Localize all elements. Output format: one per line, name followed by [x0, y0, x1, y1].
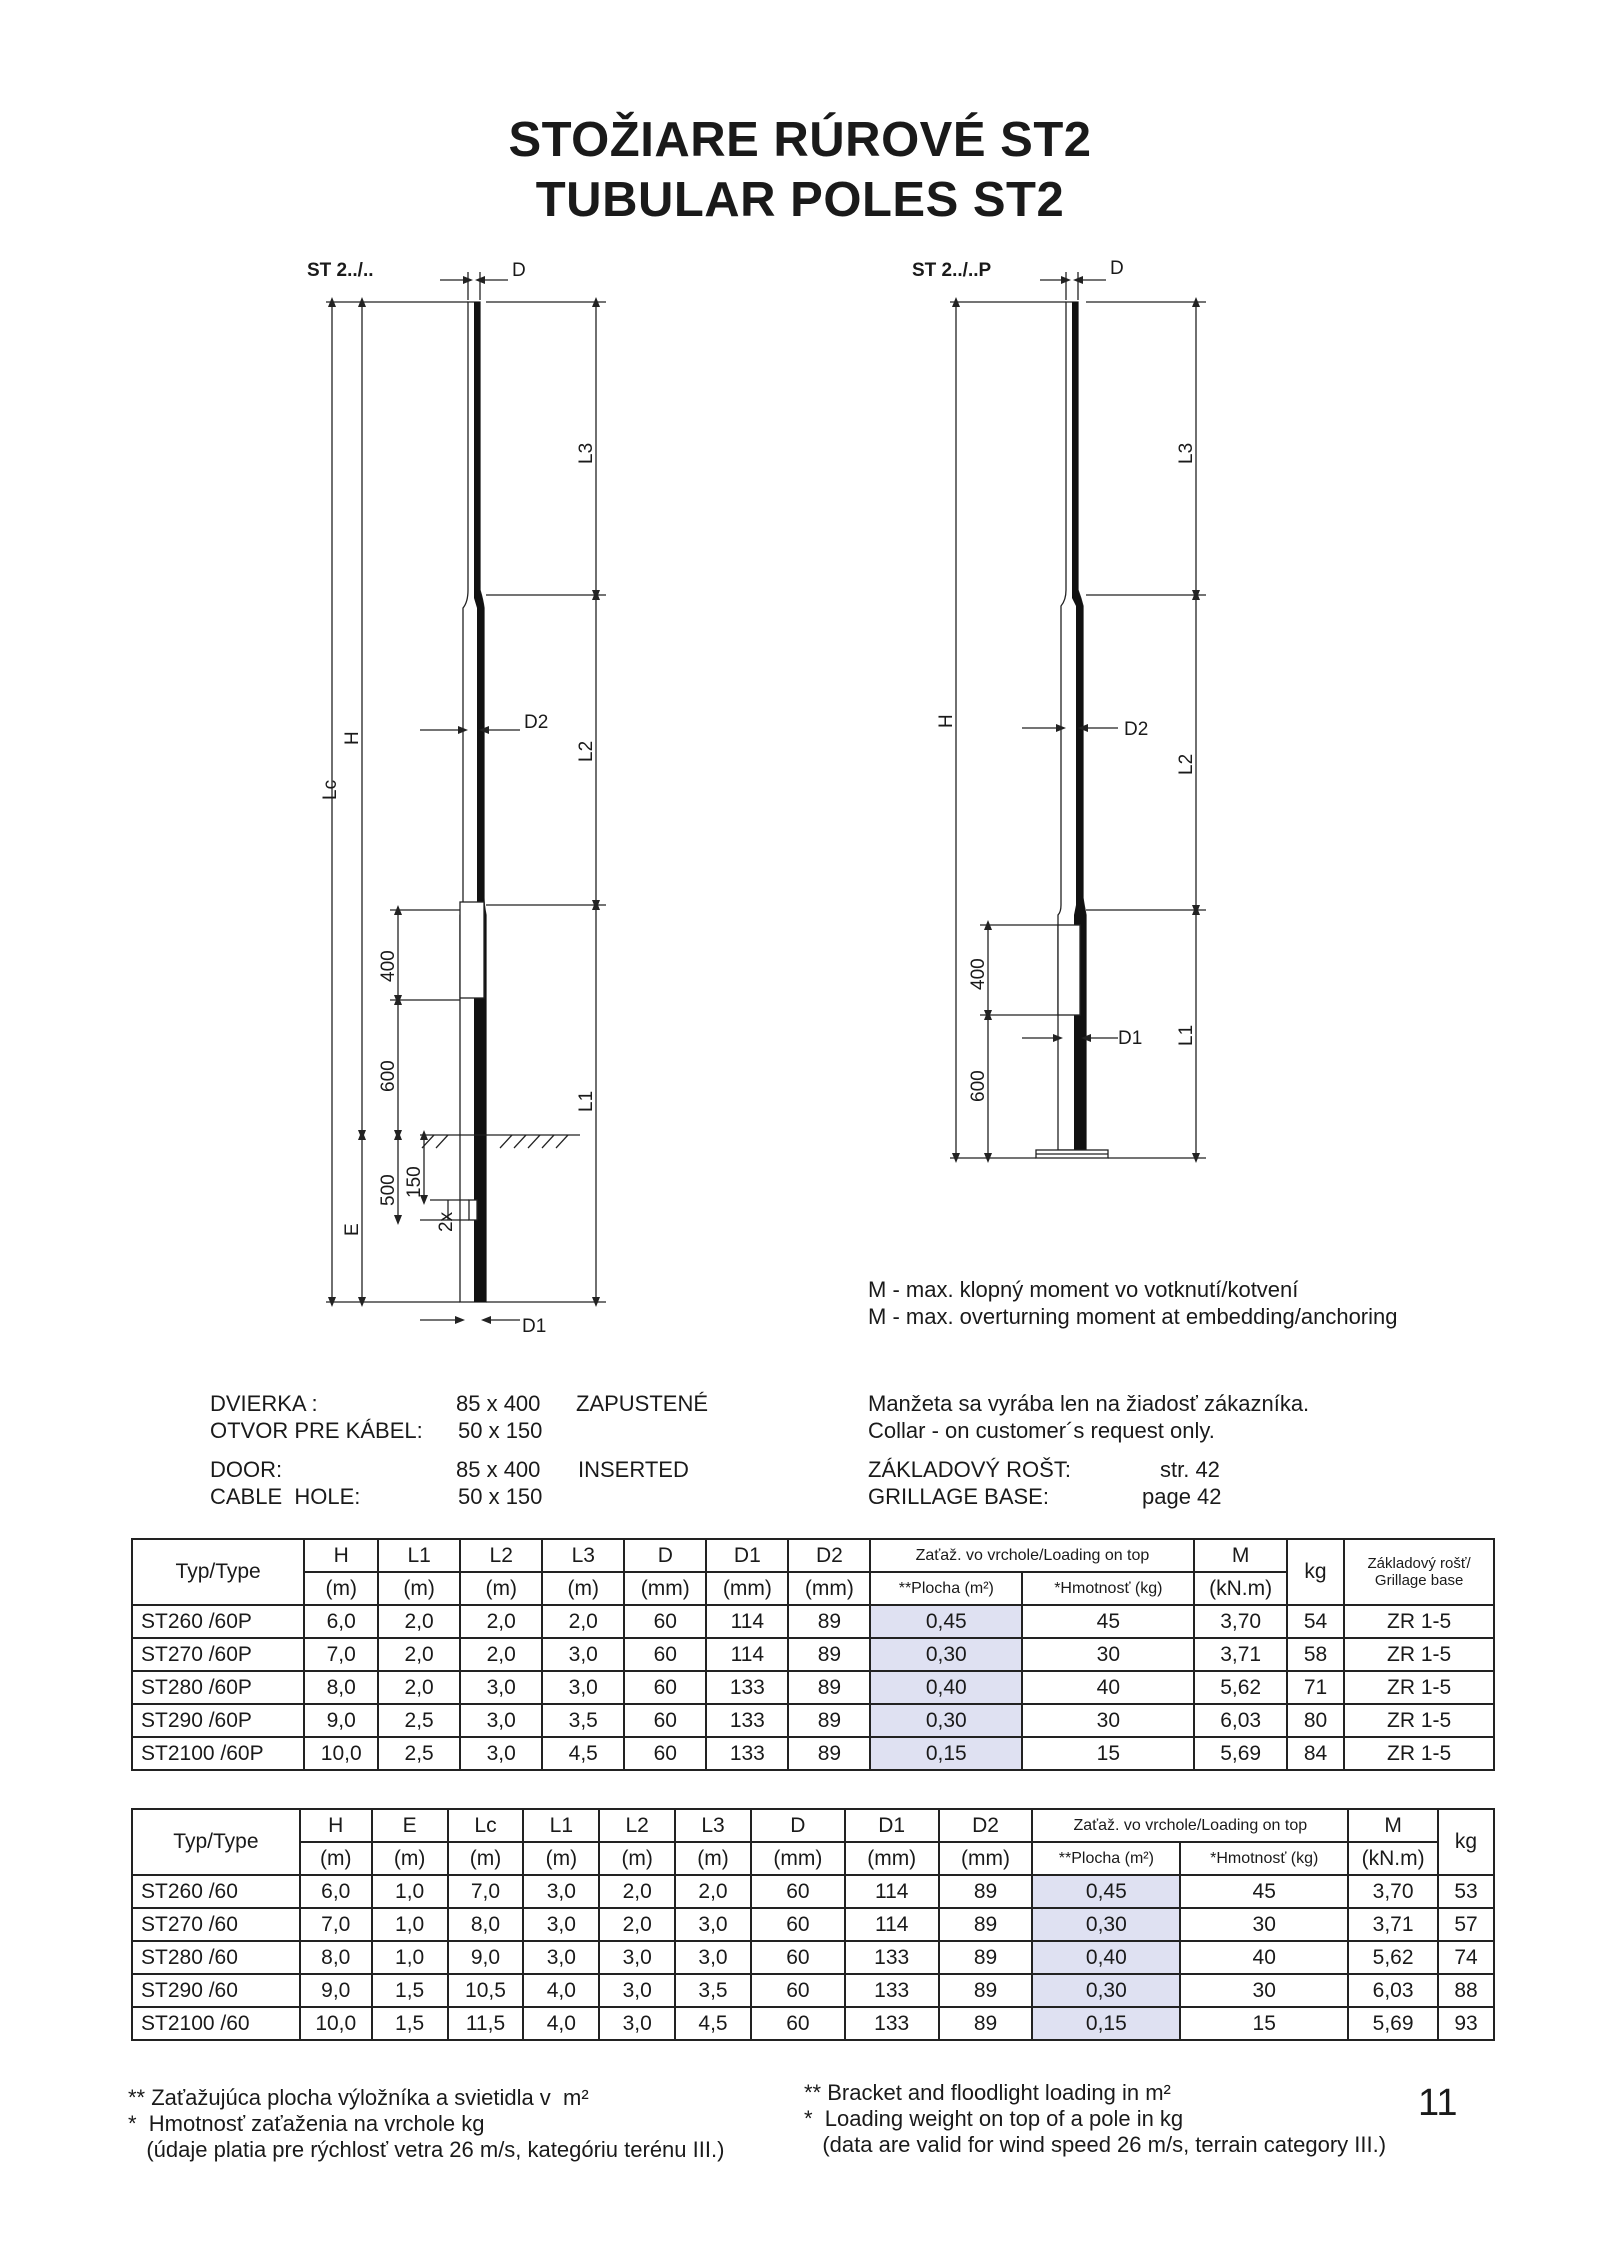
spec-table-standard [131, 1808, 1495, 2041]
cell-d: 60 [624, 1671, 706, 1704]
cell-type: ST290 /60P [132, 1704, 304, 1737]
table-row [132, 1875, 1494, 1908]
cell-l3: 3,0 [542, 1671, 624, 1704]
unit-d1: (mm) [706, 1572, 788, 1605]
cell-h: 9,0 [304, 1704, 378, 1737]
cell-h: 9,0 [300, 1974, 372, 2007]
cell-l3: 4,5 [542, 1737, 624, 1770]
table-row [132, 1671, 1494, 1704]
cell-kg: 80 [1287, 1704, 1344, 1737]
cell-d2: 89 [939, 1941, 1033, 1974]
cell-l1: 3,0 [523, 1908, 599, 1941]
label-e: E [342, 1223, 363, 1236]
col-d1: D1 [706, 1539, 788, 1572]
cell-e: 1,0 [372, 1908, 448, 1941]
base-value-en: page 42 [1142, 1484, 1222, 1509]
col-l3: L3 [675, 1809, 751, 1842]
cell-d1: 133 [706, 1704, 788, 1737]
cell-d: 60 [751, 1875, 845, 1908]
cell-m: 6,03 [1348, 1974, 1438, 2007]
cell-kg: 54 [1287, 1605, 1344, 1638]
col-d2: D2 [939, 1809, 1033, 1842]
cell-base: ZR 1-5 [1344, 1671, 1494, 1704]
spec-table-p [131, 1538, 1495, 1771]
footnote-en-3: (data are valid for wind speed 26 m/s, terrain category III.) [804, 2132, 1387, 2157]
cell-l1: 4,0 [523, 1974, 599, 2007]
label-400-right: 400 [968, 958, 989, 990]
label-lc: Lc [320, 779, 341, 800]
cell-kg: 74 [1438, 1941, 1494, 1974]
label-d2-left: D2 [524, 712, 549, 733]
base-value-sk: str. 42 [1160, 1457, 1220, 1482]
col-l1: L1 [523, 1809, 599, 1842]
cell-d2: 89 [939, 1908, 1033, 1941]
col-d1: D1 [845, 1809, 939, 1842]
cell-hmotnost: 15 [1180, 2007, 1348, 2040]
cell-m: 5,62 [1348, 1941, 1438, 1974]
footnote-sk-2: * Hmotnosť zaťaženia na vrchole kg [128, 2111, 485, 2136]
cell-base: ZR 1-5 [1344, 1605, 1494, 1638]
cell-plocha: 0,15 [1032, 2007, 1180, 2040]
cell-e: 1,5 [372, 2007, 448, 2040]
table-row [132, 1941, 1494, 1974]
cell-d1: 114 [706, 1605, 788, 1638]
cell-d: 60 [751, 1941, 845, 1974]
col-m: M [1194, 1539, 1286, 1572]
door-label-en: DOOR: [210, 1457, 283, 1482]
label-l3-left: L3 [576, 442, 597, 464]
cell-l2: 3,0 [460, 1671, 542, 1704]
cell-m: 5,62 [1194, 1671, 1286, 1704]
base-label-en: GRILLAGE BASE: [868, 1484, 1049, 1509]
unit-m: (kN.m) [1348, 1842, 1438, 1875]
cell-plocha: 0,45 [1032, 1875, 1180, 1908]
cell-d: 60 [751, 2007, 845, 2040]
cell-l3: 3,5 [542, 1704, 624, 1737]
cell-d2: 89 [939, 1974, 1033, 2007]
cell-type: ST280 /60 [132, 1941, 300, 1974]
col-d: D [624, 1539, 706, 1572]
cell-l2: 3,0 [599, 1974, 675, 2007]
unit-l2: (m) [460, 1572, 542, 1605]
cell-d2: 89 [788, 1671, 870, 1704]
col-kg: kg [1438, 1809, 1494, 1875]
label-150: 150 [404, 1166, 425, 1198]
cell-kg: 57 [1438, 1908, 1494, 1941]
cell-d1: 133 [706, 1737, 788, 1770]
cell-h: 8,0 [304, 1671, 378, 1704]
unit-d: (mm) [624, 1572, 706, 1605]
cell-kg: 53 [1438, 1875, 1494, 1908]
cell-d1: 133 [706, 1671, 788, 1704]
table-row [132, 1974, 1494, 2007]
col-type: Typ/Type [132, 1539, 304, 1605]
col-d2: D2 [788, 1539, 870, 1572]
hole-label-en: CABLE HOLE: [210, 1484, 361, 1509]
cell-hmotnost: 30 [1022, 1638, 1194, 1671]
cell-type: ST290 /60 [132, 1974, 300, 2007]
label-d-left: D [512, 260, 526, 281]
cell-l2: 3,0 [460, 1704, 542, 1737]
cell-l2: 2,0 [460, 1638, 542, 1671]
cell-kg: 58 [1287, 1638, 1344, 1671]
cell-d2: 89 [788, 1638, 870, 1671]
cell-l1: 3,0 [523, 1875, 599, 1908]
col-type: Typ/Type [132, 1809, 300, 1875]
cell-l1: 2,0 [378, 1605, 460, 1638]
col-base [1344, 1539, 1494, 1605]
col-d: D [751, 1809, 845, 1842]
cell-l2: 3,0 [460, 1737, 542, 1770]
label-600-left: 600 [378, 1060, 399, 1092]
unit-h: (m) [300, 1842, 372, 1875]
label-d-right: D [1110, 258, 1124, 279]
cell-h: 7,0 [304, 1638, 378, 1671]
cell-m: 3,70 [1194, 1605, 1286, 1638]
label-l2-right: L2 [1176, 753, 1197, 775]
cell-plocha: 0,15 [870, 1737, 1022, 1770]
cell-d: 60 [624, 1605, 706, 1638]
cell-l1: 2,0 [378, 1638, 460, 1671]
col-kg: kg [1287, 1539, 1344, 1605]
drawing-right-name: ST 2../..P [912, 260, 992, 281]
table-row [132, 1605, 1494, 1638]
cell-kg: 84 [1287, 1737, 1344, 1770]
cell-d1: 114 [706, 1638, 788, 1671]
col-h: H [304, 1539, 378, 1572]
door-type-en: INSERTED [578, 1457, 689, 1482]
cell-kg: 71 [1287, 1671, 1344, 1704]
cell-h: 7,0 [300, 1908, 372, 1941]
cell-lc: 11,5 [448, 2007, 524, 2040]
cell-l3: 2,0 [542, 1605, 624, 1638]
label-l1-left: L1 [576, 1090, 597, 1112]
cell-d: 60 [624, 1737, 706, 1770]
label-d2-right: D2 [1124, 719, 1149, 740]
cell-e: 1,0 [372, 1875, 448, 1908]
col-lc: Lc [448, 1809, 524, 1842]
cell-d2: 89 [788, 1704, 870, 1737]
footnote-en-2: * Loading weight on top of a pole in kg [804, 2106, 1184, 2131]
cell-d2: 89 [939, 2007, 1033, 2040]
label-l2-left: L2 [576, 740, 597, 762]
cell-plocha: 0,30 [1032, 1908, 1180, 1941]
cell-l3: 3,0 [675, 1908, 751, 1941]
unit-lc: (m) [448, 1842, 524, 1875]
collar-note-en: Collar - on customer´s request only. [868, 1418, 1215, 1443]
moment-note-en: M - max. overturning moment at embedding/anchoring [868, 1304, 1398, 1329]
cell-l3: 3,0 [675, 1941, 751, 1974]
cell-d1: 133 [845, 1941, 939, 1974]
unit-l1: (m) [378, 1572, 460, 1605]
cell-l2: 2,0 [460, 1605, 542, 1638]
col-m: M [1348, 1809, 1438, 1842]
cell-d1: 133 [845, 1974, 939, 2007]
cell-type: ST270 /60 [132, 1908, 300, 1941]
cell-lc: 8,0 [448, 1908, 524, 1941]
cell-hmotnost: 15 [1022, 1737, 1194, 1770]
cell-l1: 3,0 [523, 1941, 599, 1974]
unit-l1: (m) [523, 1842, 599, 1875]
cell-m: 6,03 [1194, 1704, 1286, 1737]
cell-l2: 2,0 [599, 1908, 675, 1941]
footnote-en-1: ** Bracket and floodlight loading in m² [804, 2080, 1171, 2105]
hole-label-sk: OTVOR PRE KÁBEL: [210, 1418, 423, 1443]
col-l2: L2 [460, 1539, 542, 1572]
cell-e: 1,0 [372, 1941, 448, 1974]
label-l1-right: L1 [1176, 1024, 1197, 1046]
table-row [132, 1638, 1494, 1671]
cell-l3: 3,0 [542, 1638, 624, 1671]
label-600-right: 600 [968, 1070, 989, 1102]
cell-hmotnost: 40 [1022, 1671, 1194, 1704]
pole-drawing-right [950, 272, 1206, 1158]
col-plocha: **Plocha (m²) [1032, 1842, 1180, 1875]
hole-value-en: 50 x 150 [458, 1484, 543, 1509]
unit-l2: (m) [599, 1842, 675, 1875]
unit-l3: (m) [675, 1842, 751, 1875]
cell-l1: 2,0 [378, 1671, 460, 1704]
drawing-left-name: ST 2../.. [307, 260, 374, 281]
cell-plocha: 0,40 [870, 1671, 1022, 1704]
cell-m: 3,71 [1348, 1908, 1438, 1941]
door-type-sk: ZAPUSTENÉ [576, 1391, 709, 1416]
cell-plocha: 0,30 [870, 1638, 1022, 1671]
door-value-sk: 85 x 400 [456, 1391, 541, 1416]
table-row [132, 1908, 1494, 1941]
col-h: H [300, 1809, 372, 1842]
footnote-sk-3: (údaje platia pre rýchlosť vetra 26 m/s, kategóriu terénu III.) [128, 2137, 725, 2162]
unit-d1: (mm) [845, 1842, 939, 1875]
cell-d2: 89 [788, 1605, 870, 1638]
cell-d: 60 [751, 1908, 845, 1941]
moment-note-sk: M - max. klopný moment vo votknutí/kotvení [868, 1277, 1299, 1302]
page-number: 11 [1418, 2082, 1458, 2124]
pole-drawing-left [326, 272, 606, 1320]
cell-type: ST280 /60P [132, 1671, 304, 1704]
cell-type: ST260 /60 [132, 1875, 300, 1908]
cell-h: 10,0 [304, 1737, 378, 1770]
label-h-right: H [936, 714, 957, 728]
cell-m: 3,71 [1194, 1638, 1286, 1671]
cell-type: ST270 /60P [132, 1638, 304, 1671]
col-base-line1: Základový rošť/ [1367, 1555, 1471, 1572]
unit-l3: (m) [542, 1572, 624, 1605]
cell-l2: 3,0 [599, 2007, 675, 2040]
col-l1: L1 [378, 1539, 460, 1572]
cell-d1: 133 [845, 2007, 939, 2040]
cell-l3: 2,0 [675, 1875, 751, 1908]
cell-d2: 89 [939, 1875, 1033, 1908]
cell-d1: 114 [845, 1875, 939, 1908]
col-plocha: **Plocha (m²) [870, 1572, 1022, 1605]
base-label-sk: ZÁKLADOVÝ ROŠT: [868, 1457, 1071, 1482]
cell-hmotnost: 45 [1022, 1605, 1194, 1638]
unit-e: (m) [372, 1842, 448, 1875]
table-row [132, 2007, 1494, 2040]
label-h-left: H [342, 731, 363, 745]
col-loading: Zaťaž. vo vrchole/Loading on top [870, 1539, 1194, 1572]
cell-h: 10,0 [300, 2007, 372, 2040]
col-l3: L3 [542, 1539, 624, 1572]
cell-d1: 114 [845, 1908, 939, 1941]
table-row [132, 1704, 1494, 1737]
door-value-en: 85 x 400 [456, 1457, 541, 1482]
cell-kg: 88 [1438, 1974, 1494, 2007]
cell-type: ST2100 /60 [132, 2007, 300, 2040]
label-500: 500 [378, 1174, 399, 1206]
unit-d2: (mm) [788, 1572, 870, 1605]
cell-lc: 7,0 [448, 1875, 524, 1908]
cell-l2: 3,0 [599, 1941, 675, 1974]
cell-h: 6,0 [304, 1605, 378, 1638]
cell-plocha: 0,30 [870, 1704, 1022, 1737]
cell-l1: 4,0 [523, 2007, 599, 2040]
collar-note-sk: Manžeta sa vyrába len na žiadosť zákazníka. [868, 1391, 1310, 1416]
col-l2: L2 [599, 1809, 675, 1842]
cell-e: 1,5 [372, 1974, 448, 2007]
footnote-sk-1: ** Zaťažujúca plocha výložníka a svietidla v m² [128, 2085, 589, 2110]
label-400-left: 400 [378, 950, 399, 982]
hole-value-sk: 50 x 150 [458, 1418, 543, 1443]
cell-d: 60 [751, 1974, 845, 2007]
cell-d: 60 [624, 1638, 706, 1671]
door-label-sk: DVIERKA : [210, 1391, 318, 1416]
cell-hmotnost: 30 [1180, 1908, 1348, 1941]
cell-base: ZR 1-5 [1344, 1638, 1494, 1671]
cell-m: 5,69 [1348, 2007, 1438, 2040]
cell-kg: 93 [1438, 2007, 1494, 2040]
label-d1-right: D1 [1118, 1028, 1143, 1049]
cell-plocha: 0,30 [1032, 1974, 1180, 2007]
cell-l2: 2,0 [599, 1875, 675, 1908]
col-hmotnost: *Hmotnosť (kg) [1180, 1842, 1348, 1875]
cell-hmotnost: 45 [1180, 1875, 1348, 1908]
label-2x: 2x [436, 1211, 457, 1232]
cell-d2: 89 [788, 1737, 870, 1770]
cell-l1: 2,5 [378, 1737, 460, 1770]
cell-l3: 3,5 [675, 1974, 751, 2007]
table-row [132, 1737, 1494, 1770]
cell-l1: 2,5 [378, 1704, 460, 1737]
cell-base: ZR 1-5 [1344, 1704, 1494, 1737]
cell-plocha: 0,45 [870, 1605, 1022, 1638]
page-subtitle: TUBULAR POLES ST2 [535, 173, 1065, 227]
col-hmotnost: *Hmotnosť (kg) [1022, 1572, 1194, 1605]
unit-h: (m) [304, 1572, 378, 1605]
cell-type: ST2100 /60P [132, 1737, 304, 1770]
cell-m: 5,69 [1194, 1737, 1286, 1770]
cell-hmotnost: 40 [1180, 1941, 1348, 1974]
cell-plocha: 0,40 [1032, 1941, 1180, 1974]
cell-l3: 4,5 [675, 2007, 751, 2040]
cell-type: ST260 /60P [132, 1605, 304, 1638]
unit-m: (kN.m) [1194, 1572, 1286, 1605]
cell-lc: 9,0 [448, 1941, 524, 1974]
label-l3-right: L3 [1176, 442, 1197, 464]
cell-h: 6,0 [300, 1875, 372, 1908]
cell-hmotnost: 30 [1180, 1974, 1348, 2007]
cell-h: 8,0 [300, 1941, 372, 1974]
cell-base: ZR 1-5 [1344, 1737, 1494, 1770]
unit-d2: (mm) [939, 1842, 1033, 1875]
col-base-line2: Grillage base [1374, 1572, 1464, 1589]
col-e: E [372, 1809, 448, 1842]
col-loading: Zaťaž. vo vrchole/Loading on top [1032, 1809, 1348, 1842]
cell-m: 3,70 [1348, 1875, 1438, 1908]
page-title: STOŽIARE RÚROVÉ ST2 [508, 113, 1092, 167]
cell-d: 60 [624, 1704, 706, 1737]
label-d1-left: D1 [522, 1316, 547, 1337]
cell-hmotnost: 30 [1022, 1704, 1194, 1737]
cell-lc: 10,5 [448, 1974, 524, 2007]
unit-d: (mm) [751, 1842, 845, 1875]
